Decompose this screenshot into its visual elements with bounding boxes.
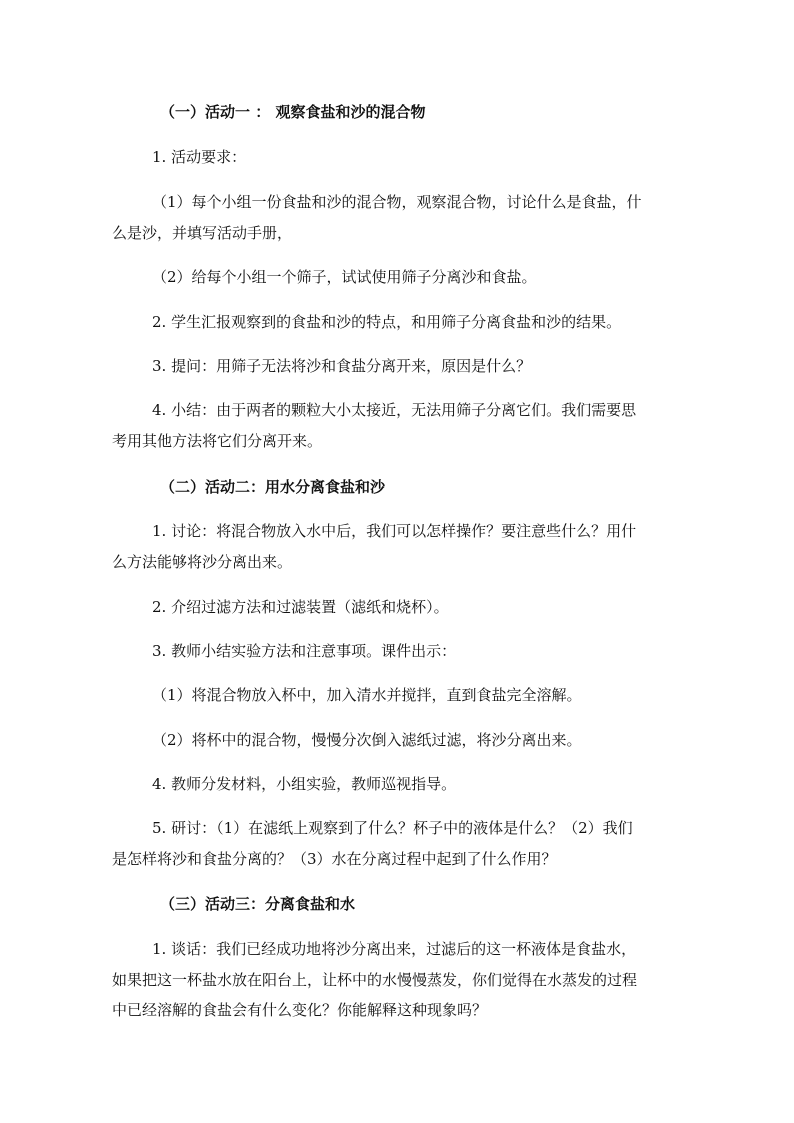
section-heading-activity-1: （一）活动一 ： 观察食盐和沙的混合物 bbox=[160, 103, 426, 121]
paragraph-continuation: 中已经溶解的食盐会有什么变化？你能解释这种现象吗？ bbox=[112, 1001, 488, 1019]
paragraph: （2）将杯中的混合物，慢慢分次倒入滤纸过滤，将沙分离出来。 bbox=[152, 731, 582, 749]
paragraph: 3. 教师小结实验方法和注意事项。课件出示： bbox=[152, 642, 457, 660]
section-heading-activity-2: （二）活动二：用水分离食盐和沙 bbox=[160, 478, 386, 496]
paragraph: 2. 介绍过滤方法和过滤装置（滤纸和烧杯）。 bbox=[152, 598, 449, 616]
paragraph: 3. 提问：用筛子无法将沙和食盐分离开来，原因是什么？ bbox=[152, 357, 532, 375]
paragraph: 1. 谈话：我们已经成功地将沙分离出来，过滤后的这一杯液体是食盐水， bbox=[152, 940, 637, 958]
paragraph: （1）将混合物放入杯中，加入清水并搅拌，直到食盐完全溶解。 bbox=[152, 686, 582, 704]
paragraph: 2. 学生汇报观察到的食盐和沙的特点，和用筛子分离食盐和沙的结果。 bbox=[152, 313, 622, 331]
paragraph: 4. 教师分发材料，小组实验，教师巡视指导。 bbox=[152, 775, 457, 793]
paragraph-continuation: 如果把这一杯盐水放在阳台上，让杯中的水慢慢蒸发，你们觉得在水蒸发的过程 bbox=[112, 971, 638, 989]
paragraph: （2）给每个小组一个筛子，试试使用筛子分离沙和食盐。 bbox=[152, 268, 537, 286]
paragraph: 1. 活动要求： bbox=[152, 148, 247, 166]
paragraph-continuation: 么方法能够将沙分离出来。 bbox=[112, 553, 293, 571]
paragraph-continuation: 是怎样将沙和食盐分离的？（3）水在分离过程中起到了什么作用？ bbox=[112, 850, 557, 868]
section-heading-activity-3: （三）活动三：分离食盐和水 bbox=[160, 895, 356, 913]
paragraph: 5. 研讨：（1）在滤纸上观察到了什么？杯子中的液体是什么？（2）我们 bbox=[152, 819, 633, 837]
paragraph: 4. 小结：由于两者的颗粒大小太接近，无法用筛子分离它们。我们需要思 bbox=[152, 401, 637, 419]
paragraph: 1. 讨论：将混合物放入水中后，我们可以怎样操作？要注意些什么？用什 bbox=[152, 522, 637, 540]
paragraph-continuation: 考用其他方法将它们分离开来。 bbox=[112, 432, 323, 450]
paragraph-continuation: 么是沙，并填写活动手册， bbox=[112, 224, 293, 242]
paragraph: （1）每个小组一份食盐和沙的混合物，观察混合物，讨论什么是食盐，什 bbox=[152, 193, 642, 211]
